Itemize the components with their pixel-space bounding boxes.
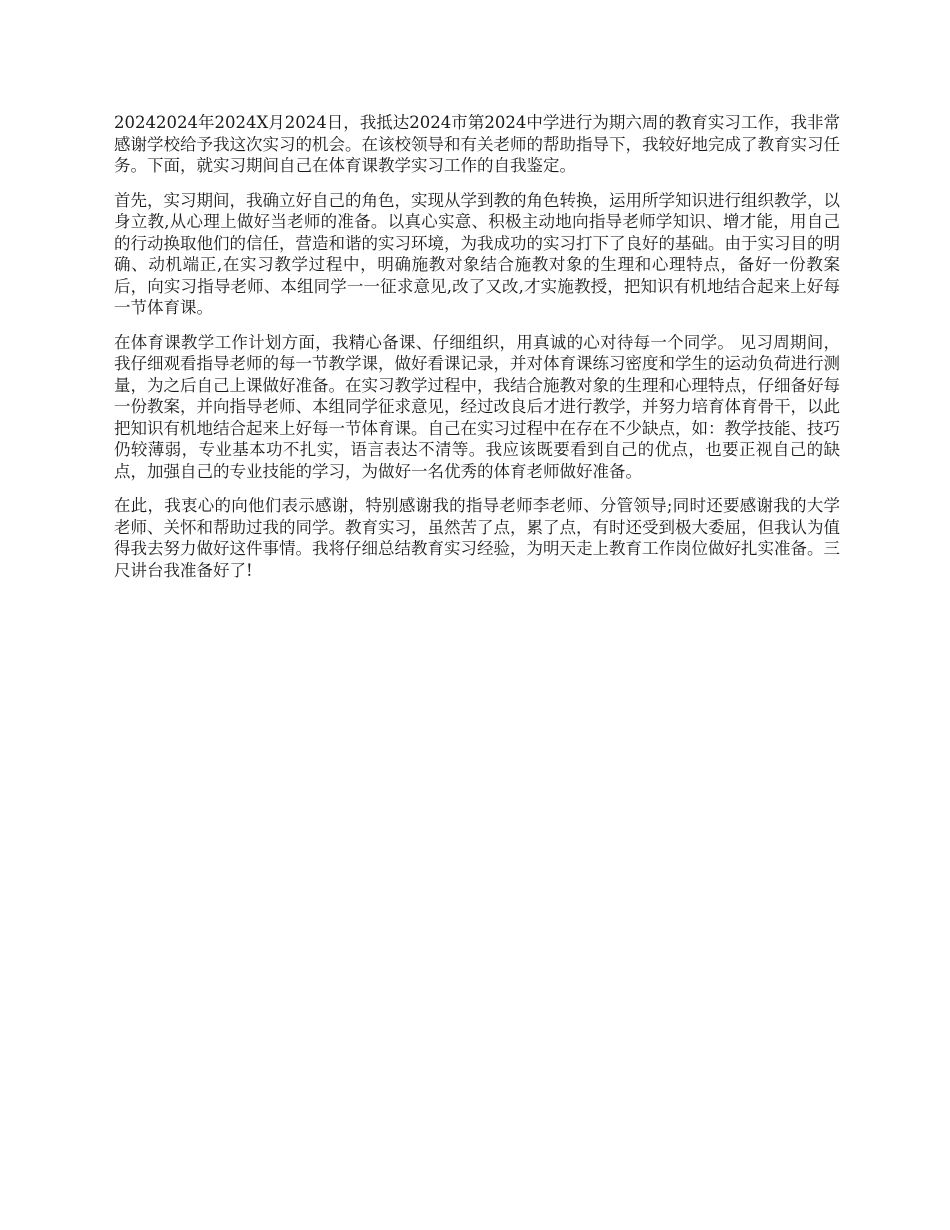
paragraph-teaching-plan: 在体育课教学工作计划方面，我精心备课、仔细组织，用真诚的心对待每一个同学。 见习周期间，我仔细观看指导老师的每一节教学课，做好看课记录，并对体育课练习密度和学生的运动负荷进行测量，为之后自己上课做好准备。在实习教学过程中，我结合施教对象的生理和心理特点，仔细备好每一份教案，并向指导老师、本组同学征求意见，经过改良后才进行教学，并努力培育体育骨干，以此把知识有机地结合起来上好每一节体育课。自己在实习过程中在存在不少缺点，如：教学技能、技巧仍较薄弱，专业基本功不扎实，语言表达不清等。我应该既要看到自己的优点，也要正视自己的缺点，加强自己的专业技能的学习，为做好一名优秀的体育老师做好准备。: [114, 332, 840, 481]
document-body: [114, 112, 840, 594]
paragraph-role: 首先，实习期间，我确立好自己的角色，实现从学到教的角色转换，运用所学知识进行组织教学，以身立教,从心理上做好当老师的准备。以真心实意、积极主动地向指导老师学知识、增才能，用自己的行动换取他们的信任，营造和谐的实习环境，为我成功的实习打下了良好的基础。由于实习目的明确、动机端正,在实习教学过程中，明确施教对象结合施教对象的生理和心理特点，备好一份教案后，向实习指导老师、本组同学一一征求意见,改了又改,才实施教授，把知识有机地结合起来上好每一节体育课。: [114, 190, 840, 317]
paragraph-intro: 20242024年2024X月2024日，我抵达2024市第2024中学进行为期六周的教育实习工作，我非常感谢学校给予我这次实习的机会。在该校领导和有关老师的帮助指导下，我较好地完成了教育实习任务。下面，就实习期间自己在体育课教学实习工作的自我鉴定。: [114, 113, 840, 175]
paragraph-thanks: 在此，我衷心的向他们表示感谢，特别感谢我的指导老师李老师、分管领导;同时还要感谢我的大学老师、关怀和帮助过我的同学。教育实习，虽然苦了点，累了点，有时还受到极大委屈，但我认为值得我去努力做好这件事情。我将仔细总结教育实习经验，为明天走上教育工作岗位做好扎实准备。三尺讲台我准备好了!: [114, 496, 840, 580]
